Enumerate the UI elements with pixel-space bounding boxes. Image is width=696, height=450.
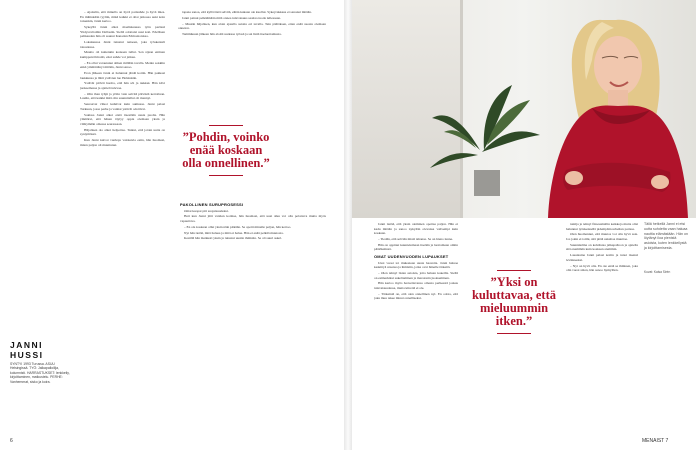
body-paragraph: Tammikuun jälkeen hän aloitti uudessa työssä ja sai lisää itseluottamusta. (182, 31, 282, 36)
body-paragraph: Sykeyllä Janni alkoi maaliskuussa työn perässä Yhdysvaltoihin Dallasiin. Siellä odottaisi uusi koti. Edellisen pelikauden hän oli asunut Kanadan Edmontonissa. (80, 24, 165, 39)
body-paragraph: Hän on oppinut kuuntelemaan itseään ja luottamaan omiin päätöksiinsä. (374, 242, 458, 252)
right-column-2 (566, 222, 638, 440)
body-paragraph: Hän kertoo myös haaveilevansa omasta perheestä joskus tulevaisuudessa, mutta kiirettä ei ole. (374, 281, 458, 290)
body-paragraph: Janni painui pelkäämään mitä onnea tulevaisuus saattaa tuoda tullessaan. (182, 15, 281, 20)
body-paragraph: Nyt hän tietää, mitä haluaa ja mitä ei halua. Hän ei enää pelkää muutosta. (184, 230, 284, 235)
portrait-photo (352, 0, 696, 218)
body-paragraph: Suunnitelma on kohdistaa jalkapalloon ja ajatella sitä enemmän kuin koskaan aiemmin. (566, 242, 638, 252)
body-paragraph: Hiljalleen olo alkoi helpottaa. Tuntui, että jotain uutta on syntymässä. (80, 127, 165, 137)
body-paragraph: Lauantaina Janni palasi kotiin ja tunsi itsensä levänneeksi. (566, 253, 638, 262)
body-paragraph: Janni tietää, että yksin oleminen opettaa paljon. Hän ei kadu mitään ja sanoo nykyään olevansa vahvempi kuin koskaan. (374, 222, 458, 236)
left-page-number: 6 (10, 438, 13, 444)
right-column-1 (374, 222, 458, 440)
body-paragraph: Olen huomannut, että muutos voi olla hyvä asia. Jos jokin ei toimi, sitä pitää uskaltaa muuttaa. (566, 232, 638, 241)
right-page (352, 0, 696, 450)
body-paragraph: tuntija ja tehnyt fitnessmallin keikkoja mutta olisi halunnut työskennellä pidempään urheilun parissa. (566, 222, 638, 231)
body-paragraph: Kesällä hän matkusti yksin ja tutustui uusiin ihmisiin. Se oli suuri askel. (184, 236, 282, 241)
subheading-1: PAKOLLINEN SURUPROSESSI (180, 202, 244, 207)
profile-facts: SYNTYI 1993 Turussa. ASUU Helsingissä. TYÖ: Jalkapalloilija, kolumnisti. HARRASTUKSET: lenkkeily, kirjoittaminen, matkustelu. PERHE: Vanhemmat, sisko ja koira. (10, 362, 70, 384)
subheading-2: OMAT UUDENVUODEN LUPAUKSET (374, 253, 449, 259)
body-paragraph: Muutto oli kuitenkin koskaan tullut. Sen sijaan entinen kumppani ilmoitti, ettei suhde voi jatkua. (80, 50, 165, 59)
left-column-2-top (178, 10, 326, 110)
body-paragraph: Sokissa Janni alkoi etsiä itsestään uusia puolia. Hän ymmärsi, että hänen täytyy oppia olemaan yksin ja viihtymään omassa seurassaan. (80, 112, 165, 126)
body-paragraph: Uusi vuosi toi mukanaan uusia haaveita. Janni haluaa keskittyä uraansa ja ihmisiin, jotka ovat hänelle tärkeitä. (374, 260, 458, 270)
photo-illustration (352, 0, 696, 218)
photo-credit: Kuvat: Kaisa Sirén (644, 270, 671, 274)
body-paragraph: Kun Janni kaivoi vanhoja valokuvia esiin, hän huomasi, miten paljon oli muuttunut. (80, 137, 165, 147)
photo-caption: Tällä hetkellä Janni ei etsi uutta suhdetta vaan haluaa nauttia elämästään. Hän on löytänyt iloa pienistä asioista, kuten lenkkeilystä ja kirjoittamisesta. (644, 222, 688, 250)
body-paragraph: – Nyt on hyvä olla. En ole enää se ihminen, joka olin vuosi sitten, hän sanoo hymyillen. (566, 263, 638, 273)
body-paragraph: – En ole koskaan ollut yksin näin pitkään. Se opetti minulle paljon, hän kertoo. (184, 224, 292, 229)
body-paragraph: – Muutin hiljalleen, kun aloin ajatella asioita eri tavalla. Tein päätöksen, etten enää suostu olemaan onneton. (178, 21, 326, 31)
body-paragraph: tapana sanoa, että kyllä tästä selvitä, eihän kukaan ole kuollut. Sykeyrakkaus ei sanonut mitään. (182, 10, 312, 14)
right-page-number: MENAIST 7 (642, 438, 669, 444)
body-paragraph: Omat kuopat piti suojaisuudeksi. (184, 208, 229, 213)
body-paragraph: – En ollut varautunut siihen millään tavalla. Menin sokkiin enkä ymmärtänyt mitään, Janni sanoo. (80, 60, 165, 70)
body-paragraph: – Olen tehnyt listan asioista, joita haluan kokeilla. Siellä on esimerkiksi sukeltaminen ja maratonin juokseminen. (374, 270, 458, 280)
body-paragraph: – Tärkeintä on, että olen onnellinen nyt. En odota, että joku muu tekee minut onnelliseksi. (374, 291, 458, 301)
body-paragraph: Ystävät pitivät huolta, että hän söi ja nukkui. Hän kävi juoksemassa ja ajatteli tulevaa. (80, 81, 165, 91)
body-paragraph: Heti kun Janni jätti vanhan kotinsa, hän huomasi, että uusi alku voi olla pelottava mutta myös vapauttava. (180, 214, 326, 223)
body-paragraph: Seuraavat viikot kuluivat kuin sumussa. Janni palasi Turkuun, jossa perhe ja vanhat ystävät odottivat. (80, 102, 165, 111)
body-paragraph: – Olin ihan tyhjä ja yritin vain selvitä päivästä kerrallaan. Luulin, että kaikki mitä olin suunnitellut oli mennyt. (80, 91, 165, 101)
body-paragraph: Eron jälkeen Janni ei halunnut jäädä kotiin. Hän pakkasi laukkunsa ja lähti ystävien luo Helsinkiin. (80, 71, 165, 80)
left-column-2-bottom (180, 200, 326, 440)
body-paragraph: – Ajattelin, että minulla on hyvä parisuhde ja hyvä mies. En mihinkään tyyliin, mikä kaikki ei olisi jatkossa auki koin toisenkin, Janni kertoo. (80, 10, 165, 24)
right-pull-quote: ”Yksi on kuluttavaa, että mieluummin itken.” (468, 270, 560, 334)
left-pull-quote: ”Pohdin, voinko enää koskaan olla onnellinen.” (180, 125, 272, 176)
body-paragraph: Lokakuussa Janni tutustui naiseen, joka työskenteli taloudessa. (80, 39, 165, 49)
body-paragraph: – Tiedän, että selviän mistä tahansa. Se on hieno tunne. (378, 236, 453, 241)
spine-gutter (344, 0, 352, 450)
profile-name: JANNI HUSSI (10, 340, 44, 360)
left-page (0, 0, 344, 450)
left-column-1 (80, 10, 165, 440)
